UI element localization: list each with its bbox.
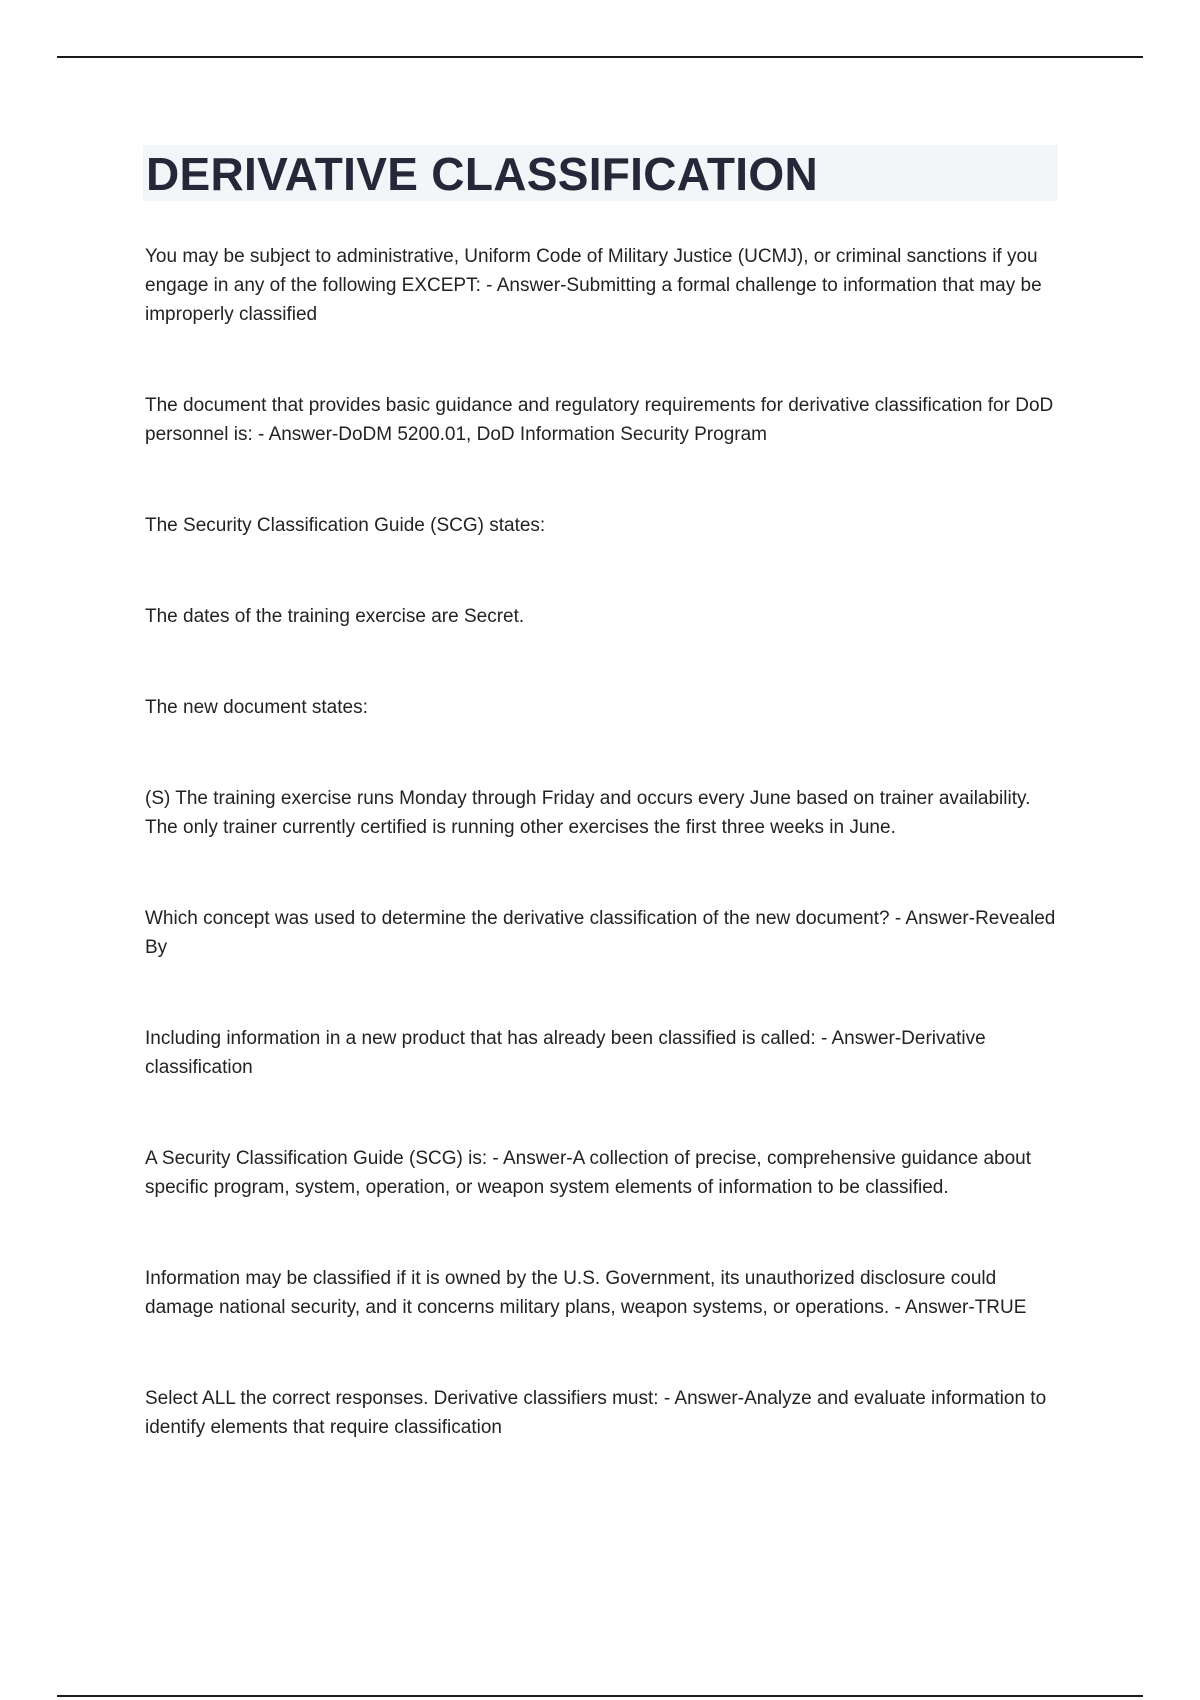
paragraph-scg-states: The Security Classification Guide (SCG) states: [145,515,546,536]
paragraph-classification-criteria: Information may be classified if it is owned by the U.S. Government, its unauthorized disclosure could damage national security, and it concerns military plans, weapon systems, or operations. - Answer-TRUE [145,1268,1027,1318]
top-rule [57,56,1143,58]
bottom-rule [57,1695,1143,1697]
paragraph-revealed-by: Which concept was used to determine the derivative classification of the new document? - Answer-Revealed By [145,908,1056,958]
document-body [145,242,1060,1442]
paragraph-derivative-classifiers-must: Select ALL the correct responses. Derivative classifiers must: - Answer-Analyze and evaluate information to identify elements that require classification [145,1388,1047,1438]
paragraph-scg-definition: A Security Classification Guide (SCG) is: - Answer-A collection of precise, comprehensive guidance about specific program, system, operation, or weapon system elements of information to be classified. [145,1148,1032,1198]
paragraph-guidance-document: The document that provides basic guidance and regulatory requirements for derivative classification for DoD personnel is: - Answer-DoDM 5200.01, DoD Information Security Program [145,395,1054,445]
paragraph-new-document-states: The new document states: [145,697,368,718]
paragraph-training-exercise: (S) The training exercise runs Monday through Friday and occurs every June based on trainer availability. The only trainer currently certified is running other exercises the first three weeks in June. [145,788,1031,838]
paragraph-derivative-classification: Including information in a new product that has already been classified is called: - Answer-Derivative classification [145,1028,986,1078]
document-title: DERIVATIVE CLASSIFICATION [146,148,818,200]
paragraph-sanctions: You may be subject to administrative, Uniform Code of Military Justice (UCMJ), or criminal sanctions if you engage in any of the following EXCEPT: - Answer-Submitting a formal challenge to information that may be improperly classified [145,246,1042,325]
paragraph-training-dates: The dates of the training exercise are Secret. [145,606,525,627]
